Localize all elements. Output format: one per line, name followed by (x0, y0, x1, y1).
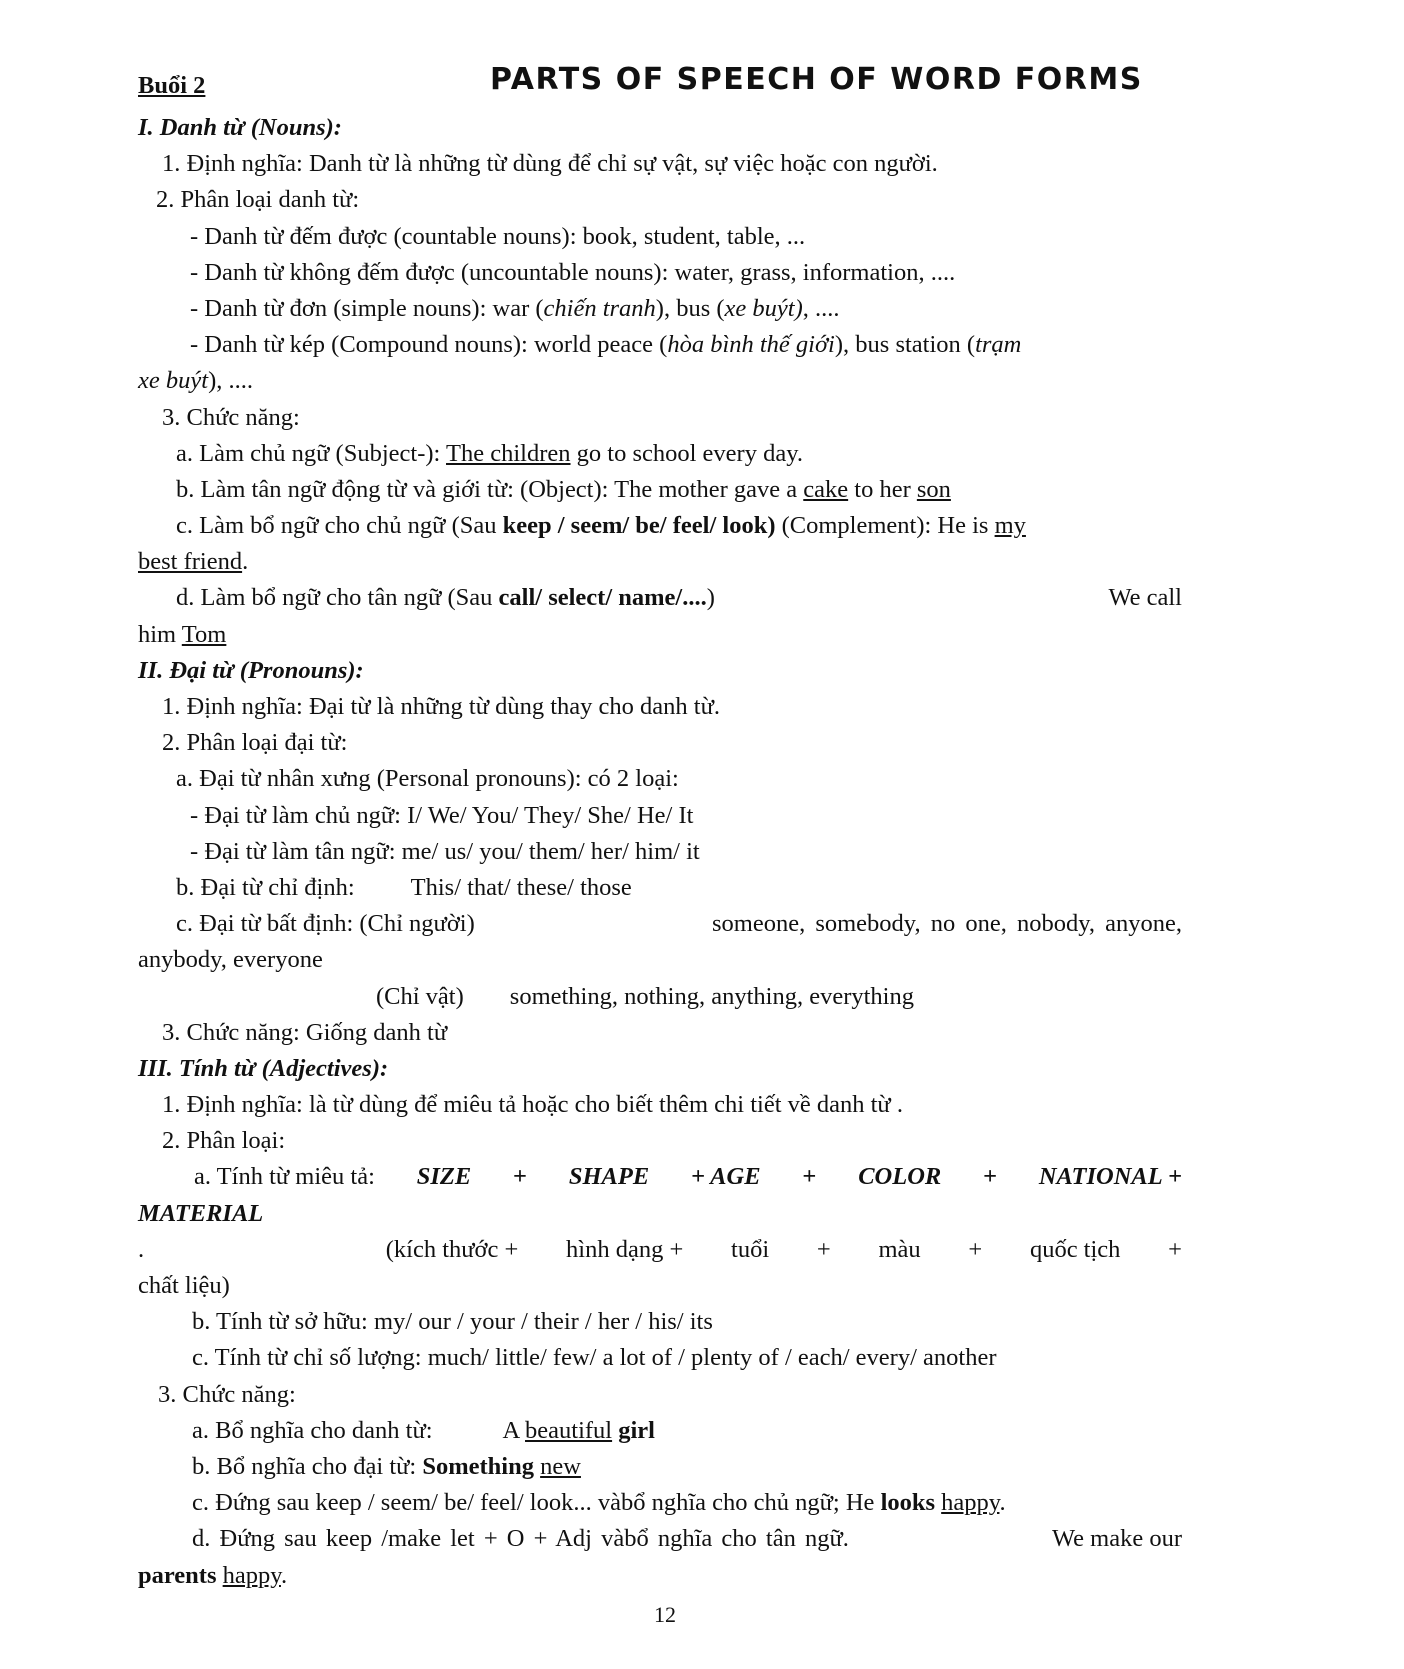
text: cake (803, 475, 849, 503)
adjectives-order-material: MATERIAL (138, 1199, 264, 1227)
text (190, 327, 1021, 363)
text: to her (848, 475, 917, 503)
text: a. Tính từ miêu tả: (194, 1163, 375, 1191)
text: my (994, 512, 1026, 540)
adjectives-function-object-complement (138, 1521, 1182, 1557)
nouns-type-uncountable: - Danh từ không đếm được (uncountable nouns): water, grass, information, .... (190, 258, 956, 286)
section-heading-nouns: I. Danh từ (Nouns): (138, 114, 342, 141)
adjectives-function-pronoun (138, 1449, 1182, 1485)
text: trạm (975, 331, 1022, 359)
nouns-type-compound-cont (138, 363, 1182, 399)
page-title: PARTS OF SPEECH OF WORD FORMS (490, 62, 1143, 97)
text: happy (222, 1561, 281, 1589)
text: chiến tranh (543, 294, 656, 322)
text: parents (138, 1561, 217, 1589)
nouns-function-object (138, 472, 1182, 508)
adjectives-types-title: 2. Phân loại: (162, 1127, 286, 1155)
vi-order-item: tuổi (731, 1235, 770, 1263)
pronouns-subject: - Đại từ làm chủ ngữ: I/ We/ You/ They/ She/ He/ It (190, 801, 694, 829)
text: looks (880, 1489, 936, 1517)
order-item: + AGE (691, 1163, 761, 1191)
nouns-function-complement (138, 508, 1182, 544)
pronouns-object: - Đại từ làm tân ngữ: me/ us/ you/ them/ her/ him/ it (190, 837, 700, 865)
order-item: + (802, 1163, 817, 1191)
adjectives-function-title: 3. Chức năng: (158, 1380, 296, 1408)
header-row (138, 62, 1182, 110)
order-item: SIZE (416, 1163, 472, 1191)
pronouns-types-title: 2. Phân loại đại từ: (162, 729, 348, 757)
vi-order-item: + (816, 1235, 831, 1263)
text: new (540, 1452, 581, 1480)
text: - Danh từ kép (Compound nouns): world peace ( (190, 331, 668, 359)
nouns-function-title: 3. Chức năng: (162, 403, 300, 431)
text: girl (612, 1416, 655, 1444)
text: hòa bình thế giới (667, 331, 835, 359)
text: We make our (1051, 1525, 1182, 1553)
text: c. Đại từ bất định: (Chỉ người) (176, 910, 475, 938)
pronouns-definition: 1. Định nghĩa: Đại từ là những từ dùng thay cho danh từ. (162, 693, 721, 720)
text (176, 508, 1026, 544)
text: We call (1108, 584, 1182, 612)
session-label: Buổi 2 (138, 72, 206, 99)
text: Something (422, 1452, 534, 1480)
text: . (280, 1561, 288, 1589)
text: ) (706, 584, 715, 612)
nouns-function-object-complement-cont (138, 617, 1182, 653)
text (176, 580, 715, 616)
text: ), bus ( (655, 294, 725, 322)
text: d. Làm bổ ngữ cho tân ngữ (Sau (176, 584, 499, 612)
adjectives-function-noun (138, 1413, 1182, 1449)
text: go to school every day. (570, 439, 803, 467)
adjectives-vi-order-cont: chất liệu) (138, 1272, 230, 1299)
text: b. Làm tân ngữ động từ và giới từ: (Object): The mother gave a (176, 475, 804, 503)
adjectives-quantity: c. Tính từ chỉ số lượng: much/ little/ few/ a lot of / plenty of / each/ every/ another (192, 1344, 997, 1372)
vi-order-item: (kích thước + (385, 1235, 519, 1263)
text: c. Làm bổ ngữ cho chủ ngữ (Sau (176, 512, 503, 540)
nouns-function-object-complement (138, 580, 1182, 616)
nouns-function-complement-cont (138, 544, 1182, 580)
vi-order-item: hình dạng + (566, 1235, 684, 1263)
pronouns-personal: a. Đại từ nhân xưng (Personal pronouns): có 2 loại: (176, 765, 679, 793)
pronouns-indefinite-cont: anybody, everyone (138, 946, 323, 974)
text: a. Bổ nghĩa cho danh từ: (192, 1416, 433, 1444)
text: b. Bổ nghĩa cho đại từ: (192, 1452, 423, 1480)
text: someone, somebody, no one, nobody, anyone, (712, 910, 1182, 938)
text: . (999, 1489, 1006, 1517)
adjectives-function-subject-complement (138, 1485, 1182, 1521)
nouns-type-compound (138, 327, 1182, 363)
text: ), bus station ( (834, 331, 976, 359)
document-page (138, 62, 1182, 1594)
text: him (138, 620, 182, 648)
text: b. Đại từ chỉ định: (176, 873, 355, 901)
text: (Complement): He is (775, 512, 995, 540)
text: ), .... (208, 367, 253, 395)
vi-order-item: + (968, 1235, 983, 1263)
pronouns-indefinite (138, 906, 1182, 942)
page-number: 12 (654, 1602, 676, 1627)
order-item: SHAPE (568, 1163, 650, 1191)
text: a. Làm chủ ngữ (Subject-): (176, 439, 447, 467)
text: , .... (802, 294, 840, 322)
text: xe buýt) (724, 294, 803, 322)
text: call/ select/ name/.... (498, 584, 707, 612)
order-item: COLOR (858, 1163, 942, 1191)
text: xe buýt (138, 367, 209, 395)
text: (Chỉ vật) (376, 982, 464, 1010)
text: happy (941, 1489, 1000, 1517)
text: best friend (138, 548, 243, 576)
adjectives-vi-order-row (138, 1232, 1182, 1268)
adjectives-order-row (138, 1159, 1182, 1195)
text: beautiful (525, 1416, 613, 1444)
pronouns-function: 3. Chức năng: Giống danh từ (162, 1018, 448, 1046)
text: A (502, 1416, 526, 1444)
text: This/ that/ these/ those (410, 873, 632, 901)
section-heading-adjectives: III. Tính từ (Adjectives): (138, 1054, 389, 1082)
pronouns-indefinite-things (138, 979, 1182, 1015)
nouns-type-simple (138, 291, 1182, 327)
section-heading-pronouns: II. Đại từ (Pronouns): (138, 656, 364, 684)
text: something, nothing, anything, everything (509, 982, 914, 1010)
order-item: NATIONAL + (1038, 1163, 1182, 1191)
text: son (916, 475, 951, 503)
text: Tom (181, 620, 227, 648)
nouns-type-countable: - Danh từ đếm được (countable nouns): book, student, table, ... (190, 222, 806, 250)
text: - Danh từ đơn (simple nouns): war ( (190, 294, 544, 322)
adjectives-definition: 1. Định nghĩa: là từ dùng để miêu tả hoặc cho biết thêm chi tiết về danh từ . (162, 1091, 903, 1119)
order-item: + (513, 1163, 527, 1191)
vi-order-item: màu (878, 1235, 921, 1263)
vi-order-item: + (1168, 1235, 1182, 1263)
text: d. Đứng sau keep /make let + O + Adj vàbổ nghĩa cho tân ngữ. (192, 1525, 849, 1553)
text: . (138, 1235, 145, 1263)
nouns-function-subject (138, 436, 1182, 472)
adjectives-possessive: b. Tính từ sở hữu: my/ our / your / their / her / his/ its (192, 1308, 713, 1336)
text: . (242, 548, 249, 576)
vi-order-item: quốc tịch (1029, 1235, 1121, 1263)
text: keep / seem/ be/ feel/ look) (502, 512, 776, 540)
text: The children (446, 439, 571, 467)
adjectives-function-object-complement-cont (138, 1558, 1182, 1594)
text: c. Đứng sau keep / seem/ be/ feel/ look... vàbổ nghĩa cho chủ ngữ; He (192, 1489, 881, 1517)
pronouns-demonstrative (138, 870, 1182, 906)
nouns-definition: 1. Định nghĩa: Danh từ là những từ dùng để chỉ sự vật, sự việc hoặc con người. (162, 150, 938, 178)
order-item: + (983, 1163, 998, 1191)
nouns-types-title: 2. Phân loại danh từ: (156, 186, 360, 214)
